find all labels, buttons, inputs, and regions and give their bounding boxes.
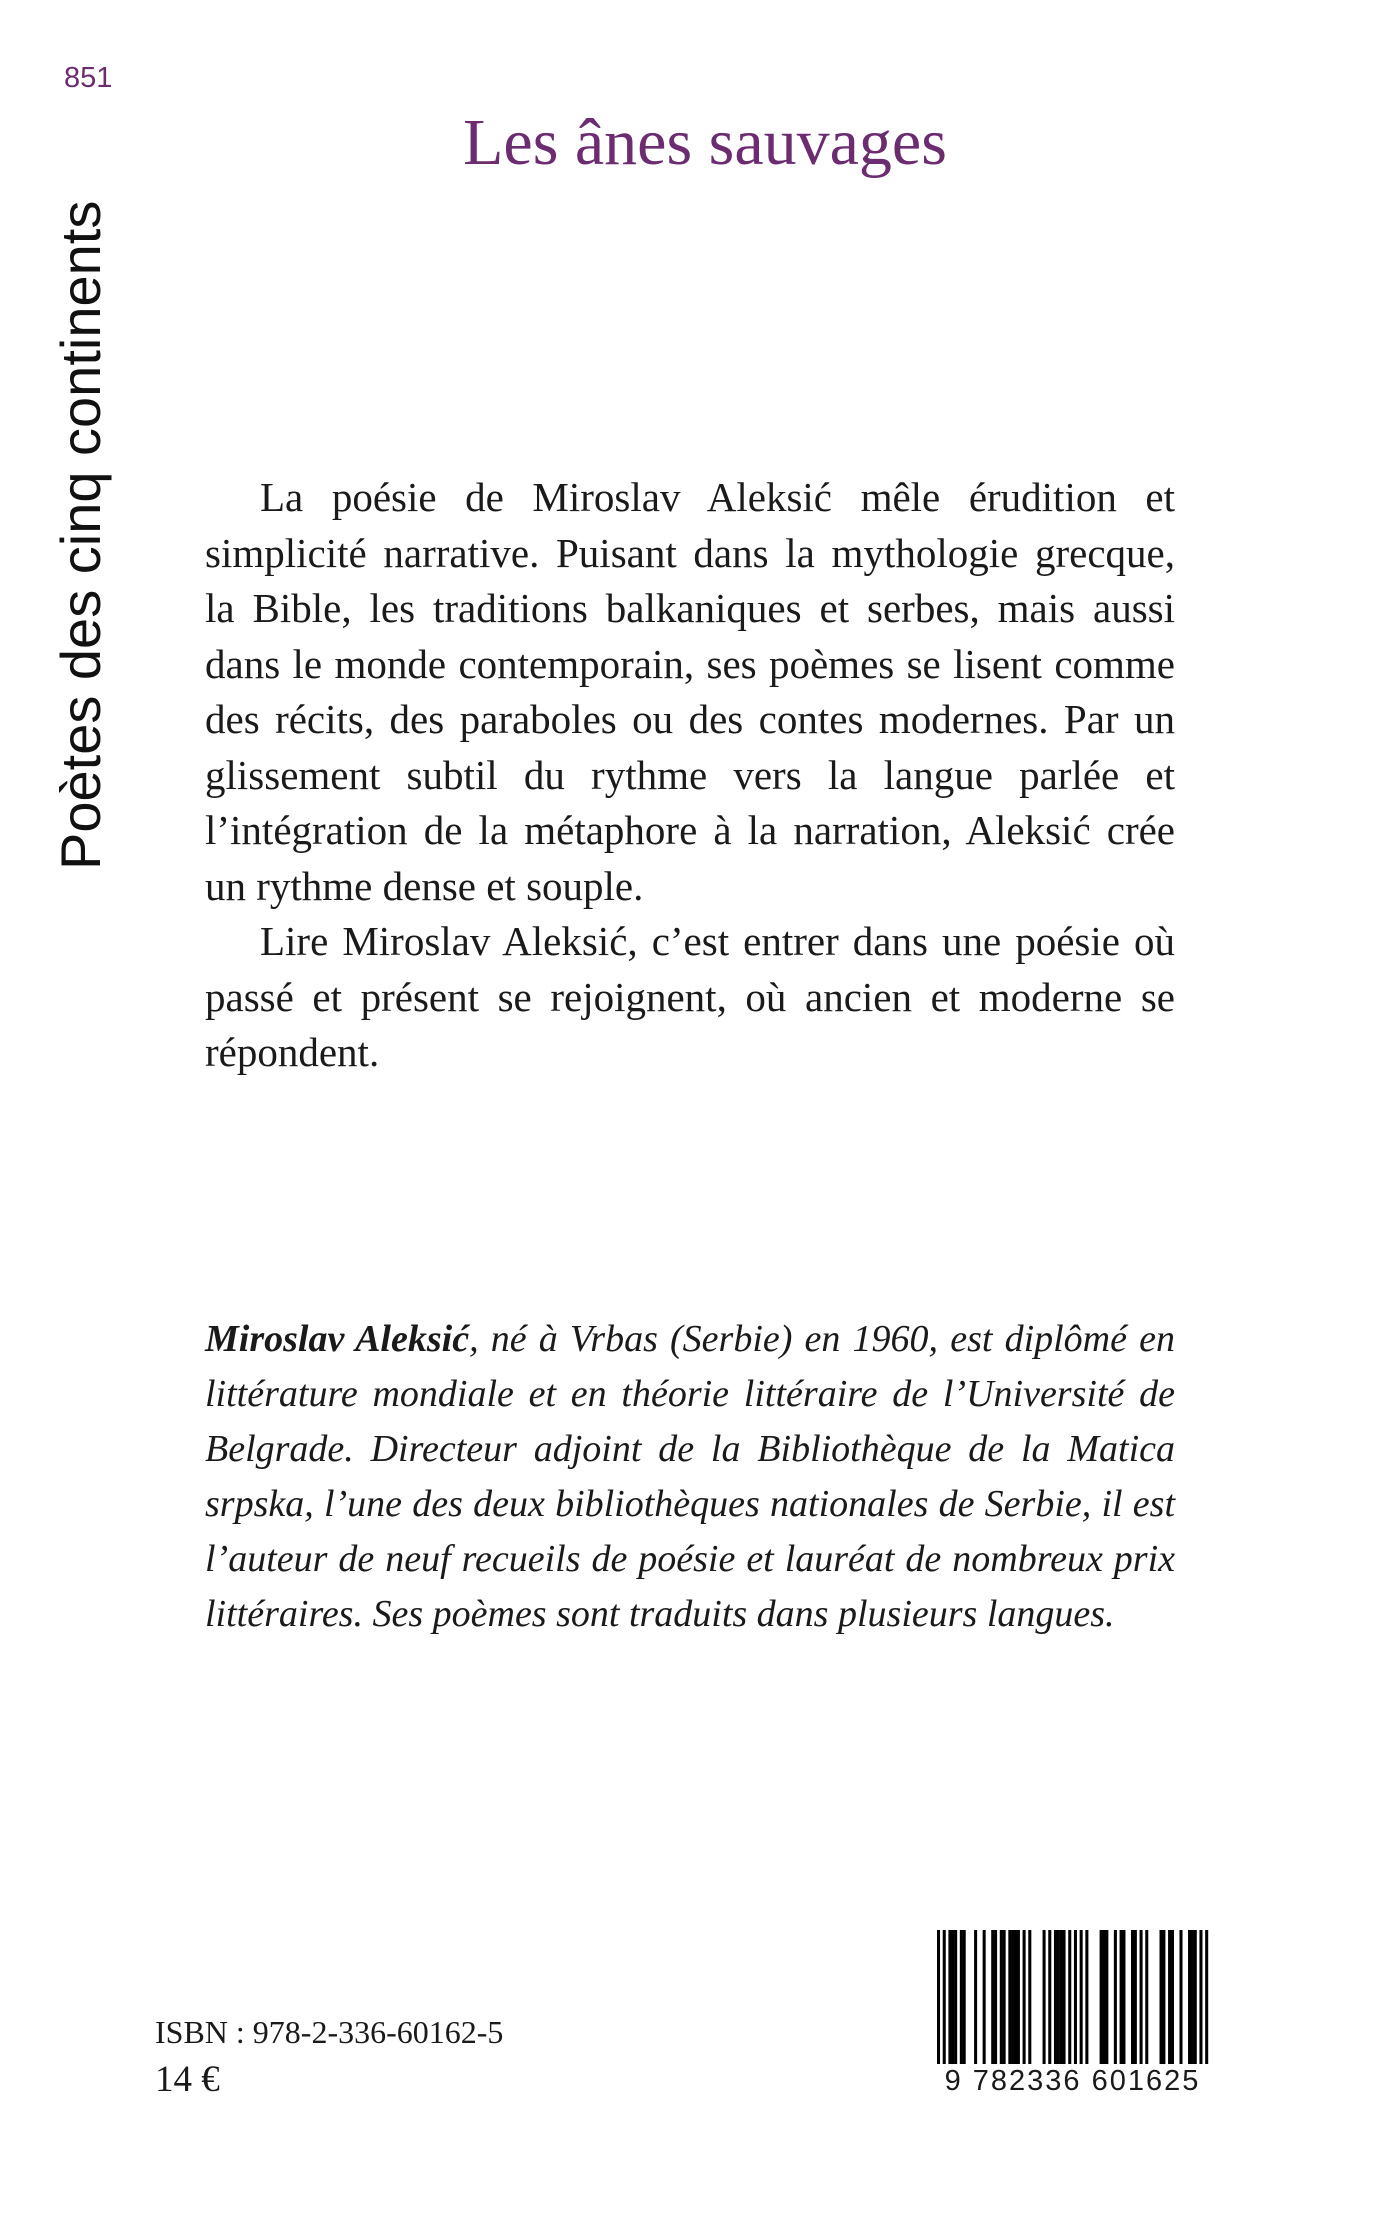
blurb (205, 470, 1175, 1081)
barcode-bar (1120, 1930, 1123, 2064)
barcode-bar (1028, 1930, 1031, 2064)
barcode-bar (1191, 1930, 1194, 2064)
barcode-bar (1060, 1930, 1063, 2064)
barcode-bar (1014, 1930, 1017, 2064)
barcode-bar (974, 1930, 977, 2064)
bio-text: , né à Vrbas (Serbie) en 1960, est diplômé en littérature mondiale et en théorie littéraire de l’Université de Belgrade. Directeur adjoint de la Bibliothèque de la Matica srpska, l’une des deux bibliothèques nationales de Serbie, il est l’auteur de neuf recueils de poésie et lauréat de nombreux prix littéraires. Ses poèmes sont traduits dans plusieurs langues. (205, 1318, 1176, 1635)
barcode-bar (1000, 1930, 1003, 2064)
barcode-bar (1145, 1930, 1148, 2064)
barcode-bar (1063, 1930, 1066, 2064)
barcode-bar (954, 1930, 957, 2064)
barcode-bar (1131, 1930, 1134, 2064)
series-name: Poètes des cinq continents (49, 200, 112, 870)
barcode-bar (1122, 1930, 1125, 2064)
bio-author-name: Miroslav Aleksić (205, 1318, 470, 1360)
barcode-bar (1140, 1930, 1143, 2064)
barcode-bar (948, 1930, 951, 2064)
isbn: ISBN : 978-2-336-60162-5 (155, 2014, 504, 2050)
barcode-bar (1054, 1930, 1057, 2064)
barcode-bar (1160, 1930, 1163, 2064)
book-title: Les ânes sauvages (463, 106, 947, 179)
barcode-bar (991, 1930, 994, 2064)
barcode-bar (994, 1930, 997, 2064)
barcode-bar (1017, 1930, 1020, 2064)
barcode-bar (1023, 1930, 1026, 2064)
barcode (935, 1930, 1210, 2100)
barcode-bar (943, 1930, 946, 2076)
barcode-bar (1003, 1930, 1006, 2064)
barcode-bar (1179, 1930, 1182, 2064)
barcode-bar (1162, 1930, 1165, 2064)
barcode-bar (937, 1930, 940, 2076)
barcode-bar (1080, 1930, 1083, 2064)
barcode-bar (963, 1930, 966, 2064)
author-bio (205, 1312, 1175, 1642)
blurb-paragraph-2: Lire Miroslav Aleksić, c’est entrer dans une poésie où passé et présent se rejoignent, où ancien et moderne se répondent. (205, 918, 1175, 1075)
barcode-bar (960, 1930, 963, 2064)
barcode-bar (1057, 1930, 1060, 2064)
barcode-bar (1011, 1930, 1014, 2064)
barcode-bar (1168, 1930, 1171, 2064)
barcode-bar (1105, 1930, 1108, 2064)
barcode-bar (1048, 1930, 1051, 2064)
price: 14 € (155, 2059, 220, 2100)
barcode-bar (1171, 1930, 1174, 2064)
series-number: 851 (64, 62, 113, 94)
barcode-bar (1100, 1930, 1103, 2064)
barcode-bar (1134, 1930, 1137, 2064)
barcode-bar (983, 1930, 986, 2064)
barcode-bar (1194, 1930, 1197, 2064)
barcode-bar (1114, 1930, 1117, 2064)
barcode-bar (1068, 1930, 1071, 2076)
barcode-bar (1205, 1930, 1208, 2076)
barcode-bar (1102, 1930, 1105, 2064)
barcode-bar (1043, 1930, 1046, 2064)
barcode-bar (951, 1930, 954, 2064)
barcode-bar (1085, 1930, 1088, 2064)
barcode-bar (1008, 1930, 1011, 2064)
barcode-digits: 9 782336 601625 (935, 2064, 1210, 2098)
barcode-bar (1199, 1930, 1202, 2076)
blurb-paragraph-1: La poésie de Miroslav Aleksić mêle érudition et simplicité narrative. Puisant dans la mythologie grecque, la Bible, les traditions balkaniques et serbes, mais aussi dans le monde contemporain, ses poèmes se lisent comme des récits, des paraboles ou des contes modernes. Par un glissement subtil du rythme vers la langue parlée et l’intégration de la métaphore à la narration, Aleksić crée un rythme dense et souple. (205, 474, 1175, 909)
barcode-bar (1188, 1930, 1191, 2064)
barcode-bar (1074, 1930, 1077, 2076)
